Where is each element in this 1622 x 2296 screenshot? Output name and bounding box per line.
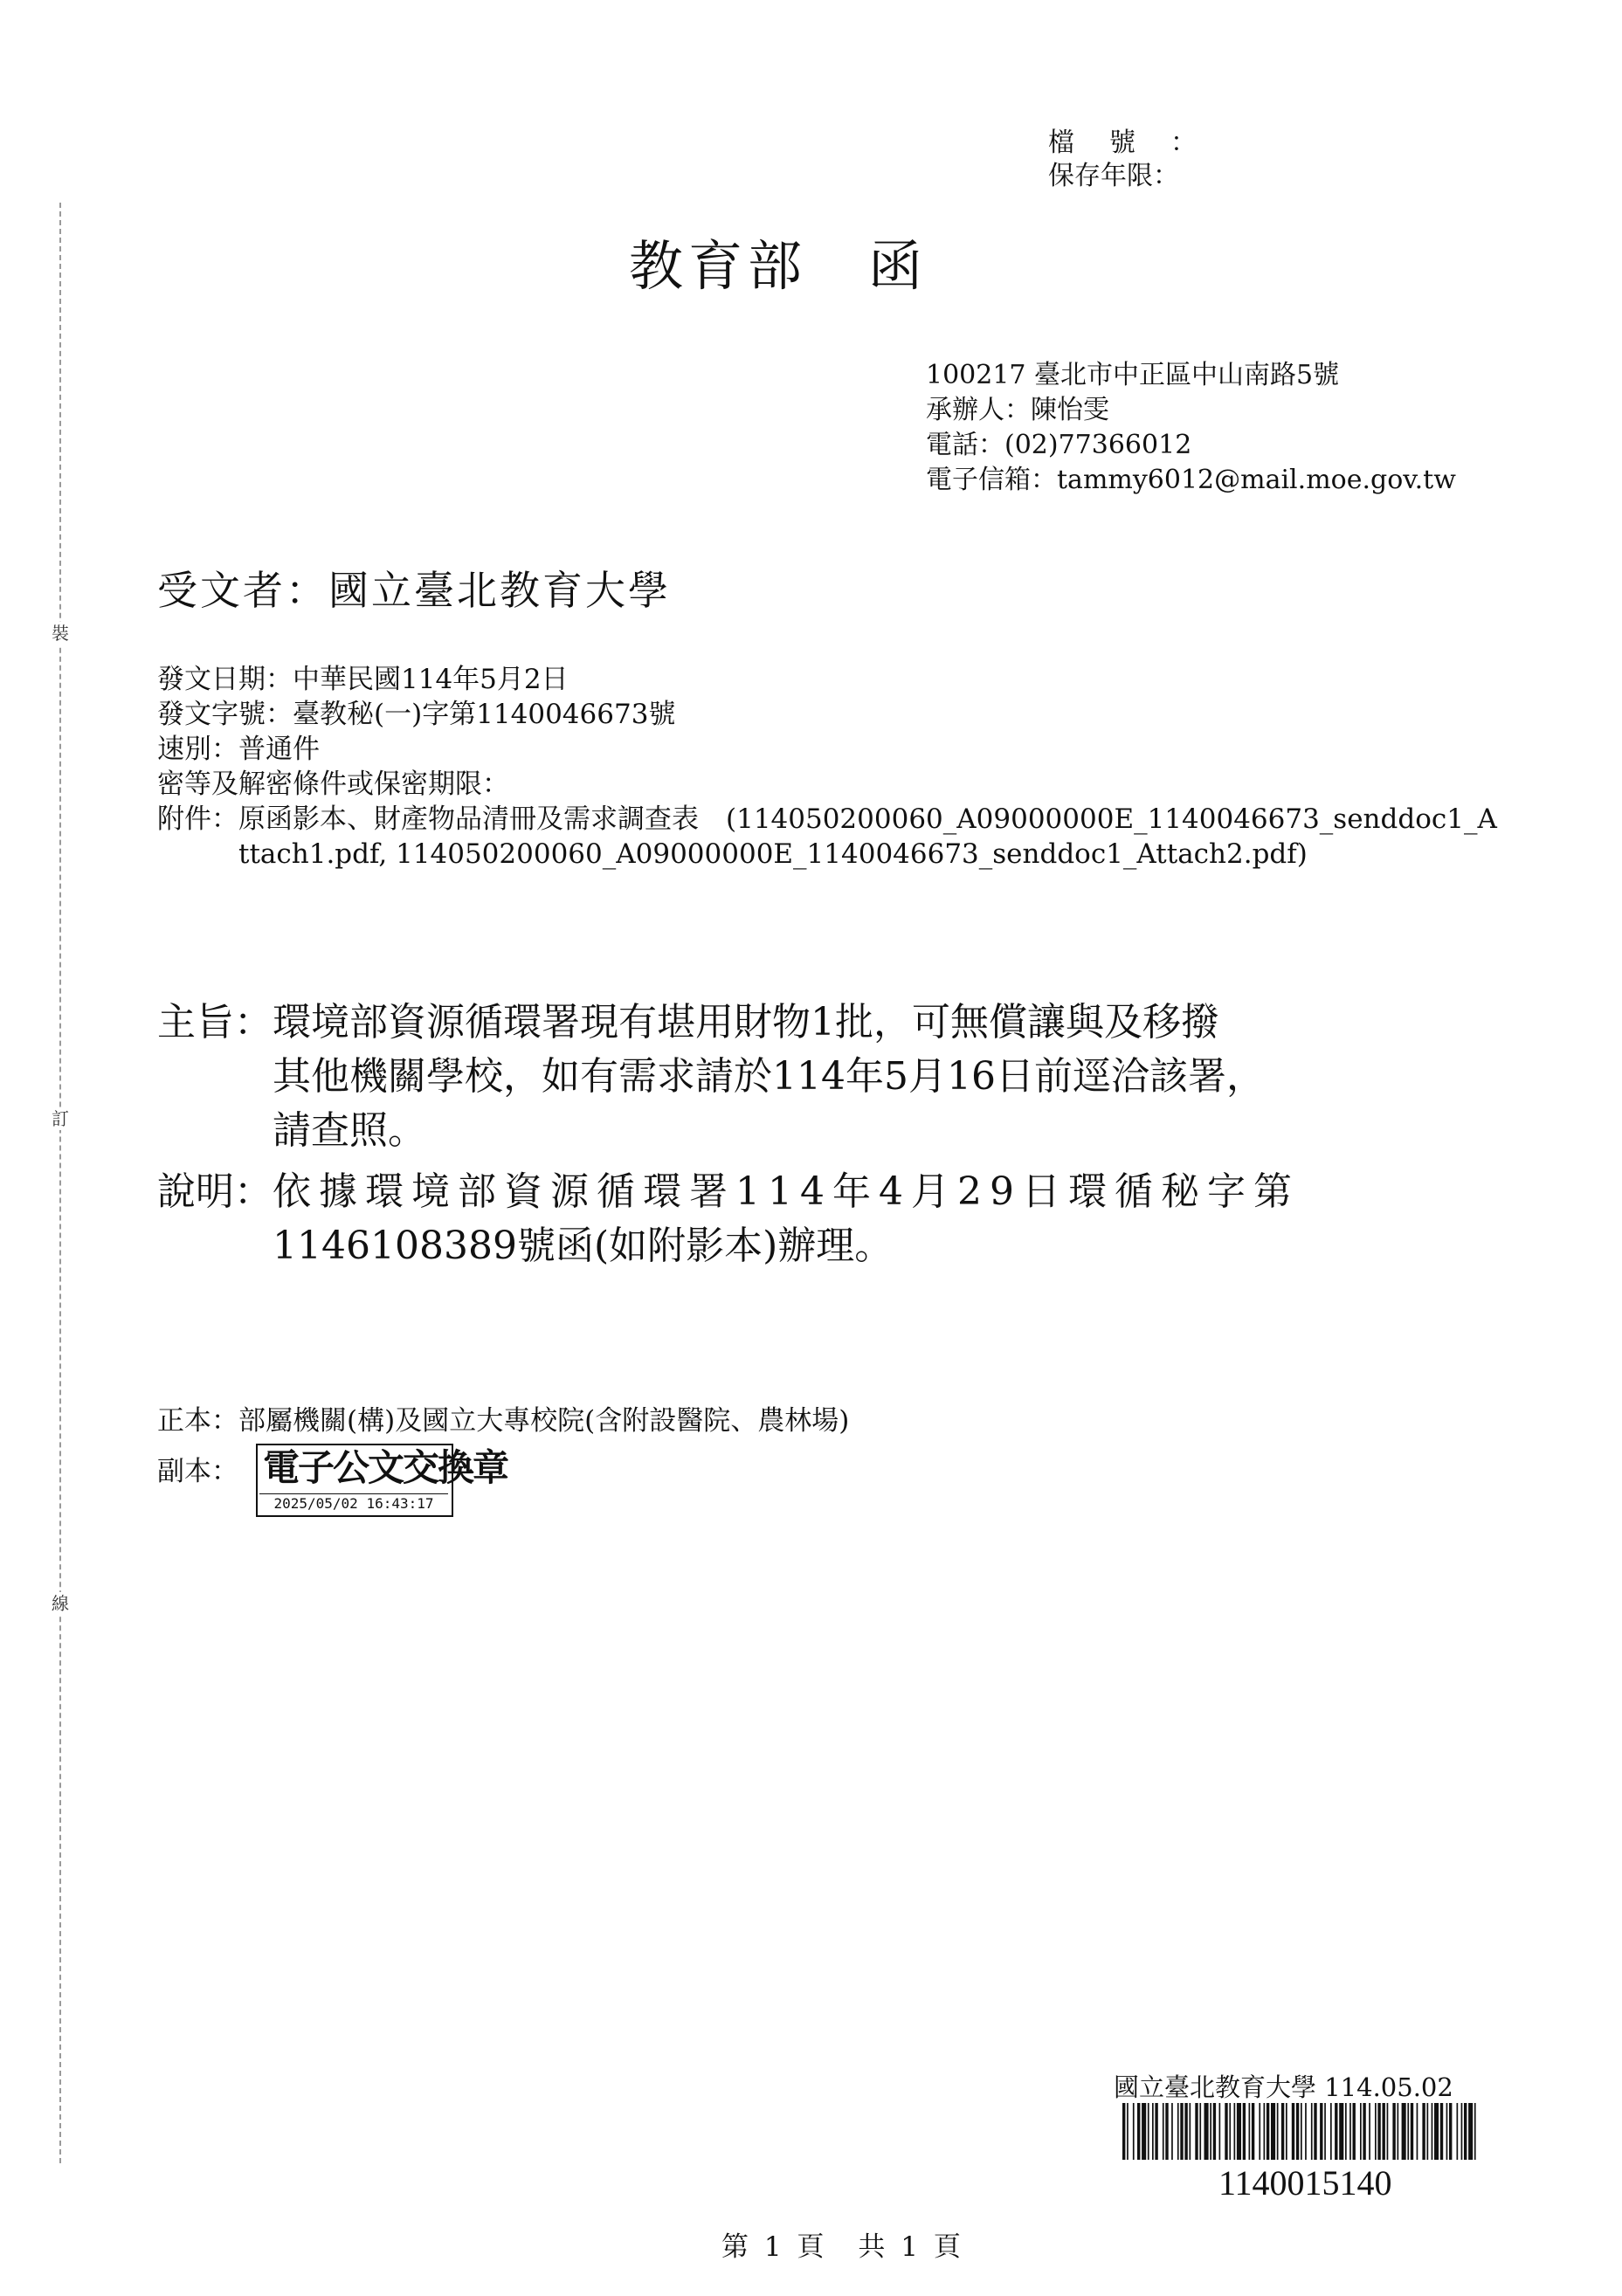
barcode-bar <box>1199 2103 1201 2160</box>
barcode-bar <box>1277 2103 1279 2160</box>
barcode-bar <box>1190 2103 1191 2160</box>
binding-mark-bottom: 線 <box>49 1592 72 1615</box>
barcode-bar <box>1383 2103 1385 2160</box>
file-number-label: 檔號： <box>1048 128 1232 158</box>
receipt-label: 國立臺北教育大學 114.05.02 <box>1114 2072 1453 2102</box>
binding-mark-mid: 訂 <box>49 1107 72 1130</box>
barcode-bar <box>1237 2103 1241 2160</box>
subject-label: 主旨： <box>157 1000 273 1045</box>
explanation <box>157 1165 1570 1273</box>
barcode-bar <box>1271 2103 1275 2160</box>
barcode-bar <box>1330 2103 1332 2160</box>
barcode-bar <box>1133 2103 1135 2160</box>
barcode-bar <box>1446 2103 1448 2160</box>
issue-date: 發文日期：中華民國114年5月2日 <box>157 664 569 695</box>
barcode-bar <box>1377 2103 1380 2160</box>
barcode-bar <box>1165 2103 1168 2160</box>
barcode-bar <box>1180 2103 1183 2160</box>
barcode-bar <box>1264 2103 1266 2160</box>
barcode <box>1121 2103 1479 2160</box>
barcode-bar <box>1345 2103 1347 2160</box>
barcode-bar <box>1243 2103 1246 2160</box>
explanation-line: 1146108389號函(如附影本)辦理。 <box>273 1224 894 1268</box>
barcode-bar <box>1320 2103 1322 2160</box>
barcode-bar <box>1127 2103 1128 2160</box>
barcode-bar <box>1148 2103 1149 2160</box>
file-info <box>1048 127 1232 193</box>
phone: 電話：(02)77366012 <box>926 430 1192 460</box>
issuing-org: 教育部 <box>629 234 808 298</box>
stamp-timestamp: 2025/05/02 16:43:17 <box>259 1493 448 1513</box>
retention-label: 保存年限： <box>1048 161 1179 191</box>
attachments-value: 原函影本、財產物品清冊及需求調查表 (114050200060_A09000000E_1140046673_senddoc1_Attach1.pdf, 114050200060_A09000000E_1140046673_senddoc1_Attach2.pdf) <box>238 803 1497 870</box>
barcode-bar <box>1417 2103 1418 2160</box>
barcode-bar <box>1286 2103 1287 2160</box>
document-meta <box>157 662 1505 872</box>
barcode-bar <box>1210 2103 1211 2160</box>
barcode-bar <box>1177 2103 1179 2160</box>
binding-mark-top: 裝 <box>49 622 72 645</box>
barcode-bar <box>1142 2103 1146 2160</box>
barcode-bar <box>1204 2103 1209 2160</box>
barcode-bar <box>1195 2103 1198 2160</box>
subject-line: 其他機關學校，如有需求請於114年5月16日前逕洽該署， <box>273 1054 1265 1099</box>
exchange-stamp <box>256 1444 508 1517</box>
barcode-bar <box>1457 2103 1459 2160</box>
barcode-bar <box>1184 2103 1187 2160</box>
explanation-line: 依據環境部資源循環署114年4月29日環循秘字第 <box>273 1169 1300 1214</box>
stamp-text: 電子公文交換章 <box>263 1446 508 1489</box>
document-type: 函 <box>868 234 928 298</box>
barcode-bar <box>1392 2103 1395 2160</box>
barcode-bar <box>1369 2103 1370 2160</box>
barcode-bar <box>1171 2103 1173 2160</box>
barcode-bar <box>1427 2103 1429 2160</box>
barcode-bar <box>1292 2103 1294 2160</box>
barcode-bar <box>1122 2103 1125 2160</box>
barcode-bar <box>1229 2103 1231 2160</box>
barcode-bar <box>1440 2103 1443 2160</box>
barcode-bar <box>1252 2103 1254 2160</box>
barcode-bar <box>1398 2103 1399 2160</box>
barcode-bar <box>1474 2103 1476 2160</box>
barcode-bar <box>1411 2103 1413 2160</box>
barcode-bar <box>1353 2103 1356 2160</box>
barcode-bar <box>1314 2103 1316 2160</box>
barcode-bar <box>1407 2103 1409 2160</box>
barcode-bar <box>1363 2103 1365 2160</box>
barcode-bar <box>1360 2103 1362 2160</box>
page-footer: 第 1 頁 共 1 頁 <box>721 2231 964 2263</box>
barcode-bar <box>1324 2103 1326 2160</box>
main-recipients <box>157 1402 849 1440</box>
document-title <box>629 223 928 300</box>
barcode-bar <box>1464 2103 1467 2160</box>
explanation-label: 說明： <box>157 1169 273 1214</box>
main-recipients-label: 正本： <box>157 1405 238 1437</box>
speed-class: 速別：普通件 <box>157 734 320 765</box>
receipt-number: 1140015140 <box>1218 2163 1392 2203</box>
barcode-bar <box>1152 2103 1154 2160</box>
barcode-bar <box>1387 2103 1389 2160</box>
copy-recipients-label: 副本： <box>157 1456 238 1487</box>
barcode-bar <box>1259 2103 1260 2160</box>
attachments <box>157 802 1505 872</box>
subject-line: 環境部資源循環署現有堪用財物1批，可無償讓與及移撥 <box>273 1000 1219 1045</box>
contact-block <box>926 358 1456 498</box>
barcode-bar <box>1219 2103 1221 2160</box>
barcode-bar <box>1461 2103 1463 2160</box>
attachments-label: 附件： <box>157 803 238 835</box>
barcode-bar <box>1432 2103 1433 2160</box>
barcode-bar <box>1335 2103 1337 2160</box>
document-body <box>157 996 1570 1280</box>
email: 電子信箱：tammy6012@mail.moe.gov.tw <box>926 465 1456 495</box>
barcode-bar <box>1402 2103 1406 2160</box>
barcode-bar <box>1311 2103 1313 2160</box>
barcode-bar <box>1234 2103 1236 2160</box>
barcode-bar <box>1249 2103 1251 2160</box>
binding-line <box>59 203 61 2163</box>
barcode-bar <box>1281 2103 1284 2160</box>
barcode-bar <box>1434 2103 1439 2160</box>
barcode-bar <box>1305 2103 1307 2160</box>
barcode-bar <box>1213 2103 1216 2160</box>
main-recipients-value: 部屬機關(構)及國立大專校院(含附設醫院、農林場) <box>238 1405 850 1437</box>
subject-line: 請查照。 <box>273 1108 426 1153</box>
barcode-bar <box>1468 2103 1473 2160</box>
address: 100217 臺北市中正區中山南路5號 <box>926 360 1340 390</box>
officer: 承辦人：陳怡雯 <box>926 395 1109 425</box>
barcode-bar <box>1375 2103 1377 2160</box>
barcode-bar <box>1267 2103 1269 2160</box>
recipient: 受文者：國立臺北教育大學 <box>157 567 671 614</box>
barcode-bar <box>1225 2103 1227 2160</box>
secrecy-level: 密等及解密條件或保密期限： <box>157 769 509 800</box>
barcode-bar <box>1339 2103 1343 2160</box>
barcode-bar <box>1155 2103 1157 2160</box>
barcode-bar <box>1163 2103 1164 2160</box>
barcode-bar <box>1422 2103 1425 2160</box>
document-number: 發文字號：臺教秘(一)字第1140046673號 <box>157 699 676 730</box>
subject <box>157 996 1570 1158</box>
barcode-bar <box>1449 2103 1452 2160</box>
barcode-bar <box>1137 2103 1140 2160</box>
barcode-bar <box>1301 2103 1302 2160</box>
barcode-bar <box>1349 2103 1351 2160</box>
barcode-bar <box>1296 2103 1299 2160</box>
